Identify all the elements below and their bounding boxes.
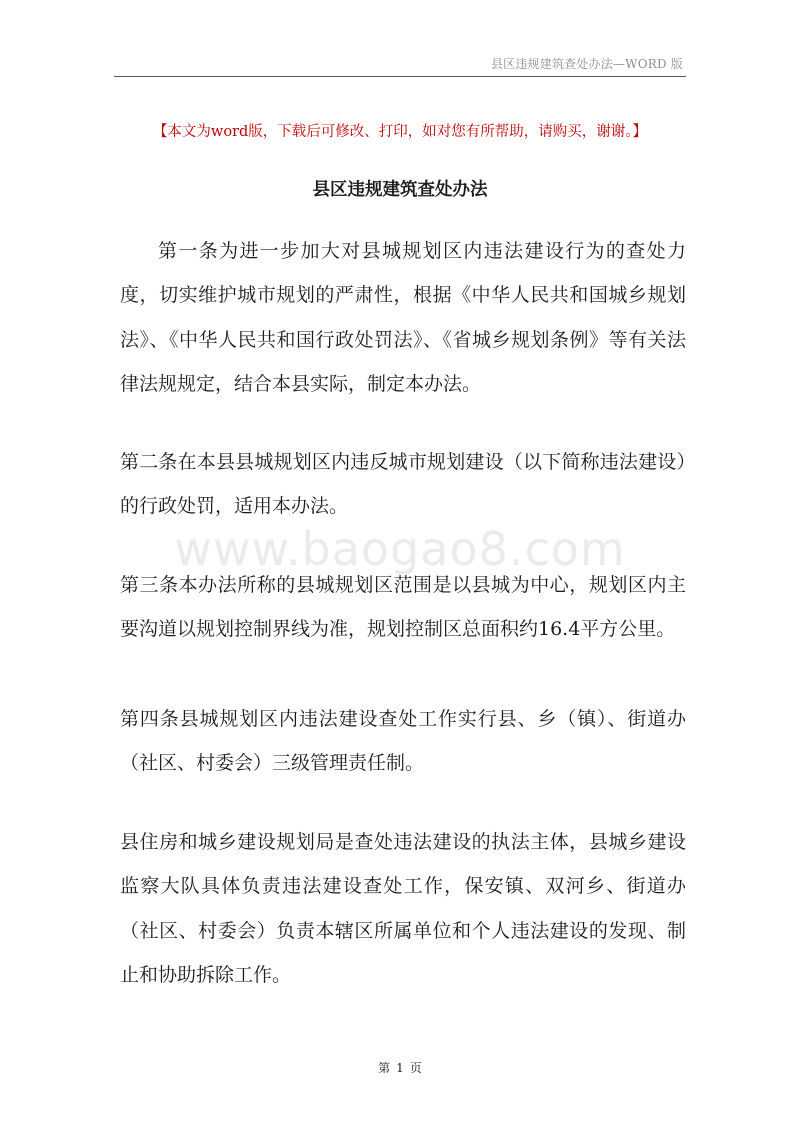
watermark: www.baogao8.com bbox=[174, 522, 626, 576]
document-title: 县区违规建筑查处办法 bbox=[312, 180, 488, 200]
page-suffix: 页 bbox=[409, 1061, 422, 1075]
paragraph-article-4: 第四条县城规划区内违法建设查处工作实行县、乡（镇）、街道办（社区、村委会）三级管理责任制。 bbox=[120, 708, 686, 775]
paragraph-article-1: 第一条为进一步加大对县城规划区内违法建设行为的查处力度，切实维护城市规划的严肃性，根据《中华人民共和国城乡规划法》、《中华人民共和国行政处罚法》、《省城乡规划条例》等有关法律法规规定，结合本县实际，制定本办法。 bbox=[120, 240, 686, 395]
paragraph-article-4-detail: 县住房和城乡建设规划局是查处违法建设的执法主体，县城乡建设监察大队具体负责违法建设查处工作，保安镇、双河乡、街道办（社区、村委会）负责本辖区所属单位和个人违法建设的发现、制止和协助拆除工作。 bbox=[120, 831, 686, 986]
page-footer bbox=[0, 1059, 800, 1076]
running-header: 县区违规建筑查处办法—WORD 版 bbox=[490, 57, 683, 71]
paragraph-article-3: 第三条本办法所称的县城规划区范围是以县城为中心，规划区内主要沟道以规划控制界线为准，规划控制区总面积约16.4平方公里。 bbox=[120, 574, 686, 641]
page-number: 1 bbox=[396, 1061, 404, 1075]
purchase-notice: 【本文为word版，下载后可修改、打印，如对您有所帮助，请购买，谢谢。】 bbox=[152, 124, 648, 140]
header-divider bbox=[114, 76, 686, 77]
paragraph-article-2: 第二条在本县县城规划区内违反城市规划建设（以下简称违法建设）的行政处罚，适用本办法。 bbox=[120, 451, 686, 518]
page-prefix: 第 bbox=[378, 1061, 391, 1075]
